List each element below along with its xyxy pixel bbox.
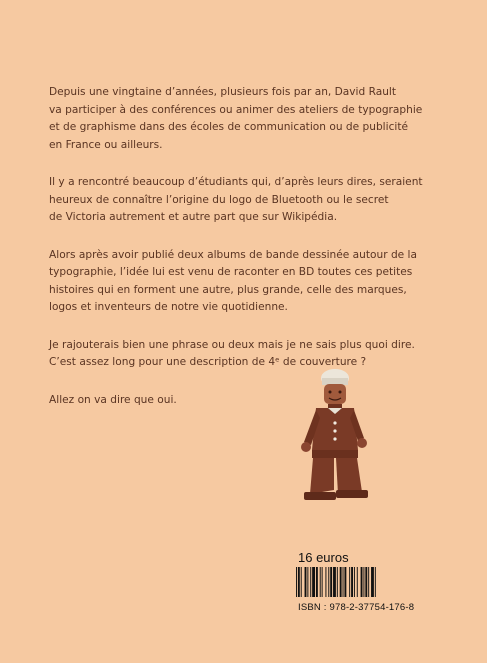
toy-figure-illustration bbox=[290, 368, 380, 503]
paragraph-line: logos et inventeurs de notre vie quotidienne. bbox=[49, 301, 288, 313]
paragraph-line: Depuis une vingtaine d’années, plusieurs fois par an, David Rault bbox=[49, 86, 397, 98]
paragraph-line: et de graphisme dans des écoles de communication ou de publicité bbox=[49, 121, 409, 133]
paragraph-line: Il y a rencontré beaucoup d’étudiants qui, d’après leurs dires, seraient bbox=[49, 176, 423, 188]
paragraph-line: en France ou ailleurs. bbox=[49, 138, 163, 151]
back-cover-text bbox=[49, 84, 449, 429]
paragraph-line: de Victoria autrement et autre part que sur Wikipédia. bbox=[49, 211, 338, 223]
paragraph-line: heureux de connaître l’origine du logo de Bluetooth ou le secret bbox=[49, 193, 389, 206]
paragraph-line: typographie, l’idée lui est venu de raconter en BD toutes ces petites bbox=[49, 266, 413, 278]
paragraph-line: C’est assez long pour une description de 4ᵉ de couverture ? bbox=[49, 356, 367, 368]
paragraph-line: Alors après avoir publié deux albums de bande dessinée autour de la bbox=[49, 248, 417, 261]
paragraph-3 bbox=[49, 247, 449, 317]
paragraph-2 bbox=[49, 174, 449, 227]
paragraph-1 bbox=[49, 84, 449, 154]
paragraph-line: Allez on va dire que oui. bbox=[49, 393, 177, 406]
paragraph-line: histoires qui en forment une autre, plus grande, celle des marques, bbox=[49, 283, 407, 296]
barcode bbox=[296, 567, 424, 597]
paragraph-4 bbox=[49, 337, 449, 372]
isbn-label: ISBN : 978-2-37754-176-8 bbox=[298, 602, 415, 613]
paragraph-line: Je rajouterais bien une phrase ou deux mais je ne sais plus quoi dire. bbox=[49, 338, 415, 351]
paragraph-5 bbox=[49, 392, 449, 410]
paragraph-line: va participer à des conférences ou animer des ateliers de typographie bbox=[49, 103, 423, 116]
price-label: 16 euros bbox=[298, 550, 349, 565]
